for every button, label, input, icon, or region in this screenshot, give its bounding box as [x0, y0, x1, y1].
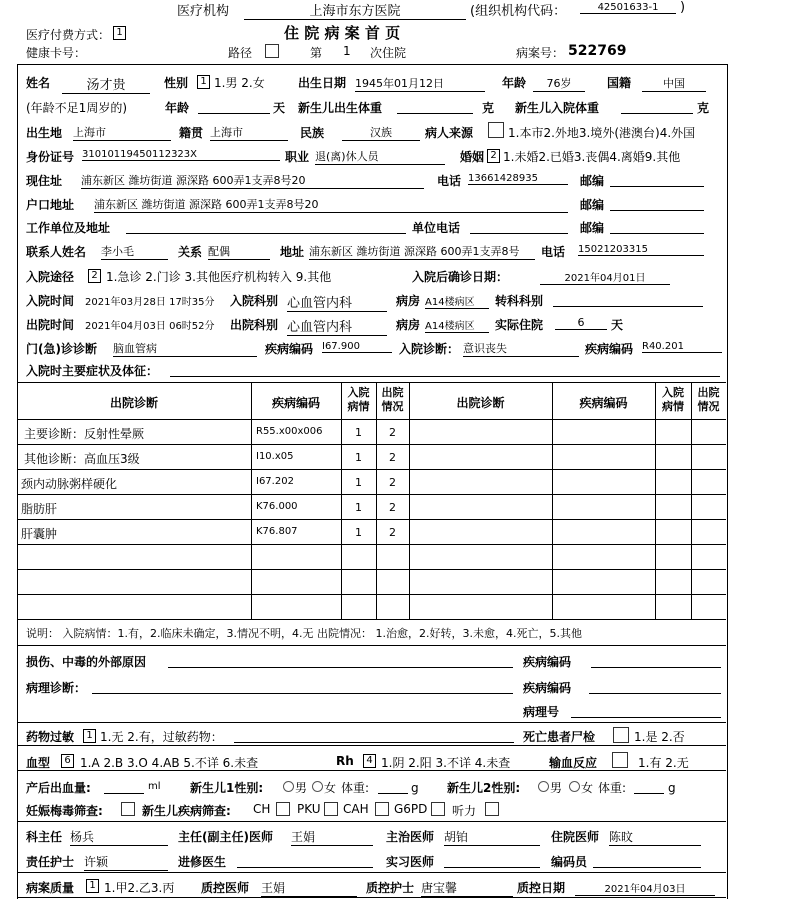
attending-label: 主治医师 — [386, 830, 435, 844]
allergy-drug-field[interactable] — [234, 728, 514, 743]
dob: 1945年01月12日 — [355, 75, 485, 92]
address-label: 现住址 — [26, 174, 63, 188]
contact-address: 浦东新区 潍坊街道 源深路 600弄1支弄8号 — [309, 243, 535, 260]
occupation-label: 职业 — [285, 150, 310, 164]
admit-code-label: 疾病编码 — [585, 342, 634, 356]
screen-pku-label: PKU — [297, 802, 321, 816]
allergy-label: 药物过敏 — [26, 730, 75, 744]
resident-label: 住院医师 — [551, 830, 600, 844]
age-label: 年龄 — [502, 76, 527, 90]
table-row-in: 1 — [355, 501, 362, 514]
contact-phone-label: 电话 — [541, 245, 566, 259]
ml-unit: ml — [148, 781, 161, 792]
quality-label: 病案质量 — [26, 881, 75, 895]
org-code: 42501633-1 — [580, 2, 676, 14]
route-label: 入院途径 — [26, 270, 75, 284]
nationality: 中国 — [642, 75, 706, 92]
newborn-admit-weight-label: 新生儿入院体重 — [515, 101, 600, 115]
occupation: 退(离)休人员 — [315, 148, 445, 165]
path-checkbox[interactable] — [265, 44, 279, 58]
nth-value: 1 — [343, 44, 351, 58]
infant-note: (年龄不足1周岁的) — [26, 101, 127, 115]
postcode-label: 邮编 — [580, 174, 605, 188]
source-options: 1.本市2.外地3.境外(港澳台)4.外国 — [508, 126, 696, 140]
name-label: 姓名 — [26, 76, 51, 90]
trainee-label: 进修医生 — [178, 855, 227, 869]
blood-label: 血型 — [26, 756, 51, 770]
intern-field[interactable] — [444, 853, 540, 868]
nb-screen-label: 新生儿疾病筛查: — [142, 804, 231, 818]
bleeding-label: 产后出血量: — [26, 781, 91, 795]
contact-name: 李小毛 — [101, 243, 168, 260]
transfusion-options: 1.有 2.无 — [638, 756, 689, 770]
gram-unit-2: 克 — [697, 101, 710, 115]
screen-hearing-label: 听力 — [452, 804, 477, 818]
qc-date-label: 质控日期 — [517, 881, 566, 895]
intern-label: 实习医师 — [386, 855, 435, 869]
col-header-in: 入院 病情 — [347, 386, 370, 413]
newborn-weight-field[interactable] — [397, 99, 473, 114]
nb1-female-radio[interactable] — [312, 781, 323, 792]
sex-value[interactable]: 1 — [197, 75, 210, 89]
screen-ch-checkbox[interactable] — [276, 802, 290, 816]
sex-options: 1.男 2.女 — [214, 76, 265, 90]
table-row-out: 2 — [389, 426, 396, 439]
day-unit: 天 — [273, 101, 286, 115]
sex-label: 性别 — [164, 76, 189, 90]
table-row-diag: 肝囊肿 — [21, 527, 58, 541]
nationality-label: 国籍 — [607, 76, 632, 90]
qc-nurse-label: 质控护士 — [366, 881, 415, 895]
ethnic-label: 民族 — [300, 126, 325, 140]
attending: 胡铂 — [444, 828, 540, 846]
nb1-female-label: 女 — [324, 781, 337, 795]
ward-label: 病房 — [396, 294, 421, 308]
screen-g6pd-label: G6PD — [394, 802, 428, 816]
org-label: 医疗机构 — [177, 4, 230, 19]
work-field[interactable] — [126, 219, 406, 234]
transfer-label: 转科科别 — [495, 294, 544, 308]
marital-options: 1.未婚2.已婚3.丧偶4.离婚9.其他 — [503, 150, 681, 164]
gram-unit: 克 — [482, 101, 495, 115]
postcode-field-3[interactable] — [610, 219, 704, 234]
nb1-male-radio[interactable] — [283, 781, 294, 792]
nb2-male-radio[interactable] — [538, 781, 549, 792]
address: 浦东新区 潍坊街道 源深路 600弄1支弄8号20 — [81, 172, 424, 189]
stay-label: 实际住院 — [495, 318, 544, 332]
table-note: 说明： 入院病情：1.有，2.临床未确定，3.情况不明，4.无 出院情况： 1.治愈，2.好转，3.未愈，4.死亡，5.其他 — [26, 627, 582, 640]
native-label: 籍贯 — [179, 126, 204, 140]
rh-options: 1.阴 2.阳 3.不详 4.未查 — [381, 756, 511, 770]
screen-cah-checkbox[interactable] — [375, 802, 389, 816]
transfusion-checkbox[interactable] — [612, 752, 628, 768]
nb2-female-radio[interactable] — [569, 781, 580, 792]
admit-time: 2021年03月28日 17时35分 — [85, 297, 215, 308]
table-row-code: I10.x05 — [256, 451, 294, 462]
outpatient-code-label: 疾病编码 — [265, 342, 314, 356]
rh-value[interactable]: 4 — [363, 754, 376, 768]
pathology-code-field[interactable] — [589, 679, 721, 694]
qc-date: 2021年04月03日 — [575, 880, 715, 896]
blood-value[interactable]: 6 — [61, 754, 74, 768]
birthplace: 上海市 — [73, 124, 171, 141]
table-row-diag: 其他诊断：高血压3级 — [24, 452, 140, 466]
injury-code-label: 疾病编码 — [523, 655, 572, 669]
pathology-code-label: 疾病编码 — [523, 681, 572, 695]
col-header-diag: 出院诊断 — [109, 396, 158, 410]
table-row-diag: 颈内动脉粥样硬化 — [21, 477, 118, 491]
screen-g6pd-checkbox[interactable] — [431, 802, 445, 816]
ethnic: 汉族 — [342, 124, 420, 141]
postcode-label-3: 邮编 — [580, 221, 605, 235]
blood-options: 1.A 2.B 3.O 4.AB 5.不详 6.未查 — [80, 756, 259, 770]
newborn-admit-weight-field[interactable] — [621, 99, 693, 114]
qc-doctor: 王娟 — [261, 879, 357, 897]
qc-nurse: 唐宝馨 — [421, 879, 513, 897]
col-header-out-2: 出院 情况 — [697, 386, 720, 413]
screen-ch-label: CH — [253, 802, 271, 816]
org-name: 上海市东方医院 — [244, 0, 466, 20]
autopsy-checkbox[interactable] — [613, 727, 629, 743]
route-value[interactable]: 2 — [88, 269, 101, 283]
table-row-code: K76.000 — [256, 501, 298, 512]
nth-suffix: 次住院 — [370, 46, 407, 60]
admit-diag: 意识丧失 — [463, 340, 579, 357]
nurse-label: 责任护士 — [26, 855, 75, 869]
work-label: 工作单位及地址 — [26, 221, 111, 235]
table-row-out: 2 — [389, 526, 396, 539]
page-title: 住 院 病 案 首 页 — [284, 24, 401, 42]
col-header-diag-2: 出院诊断 — [456, 396, 505, 410]
screen-pku-checkbox[interactable] — [324, 802, 338, 816]
g-unit-2: g — [668, 781, 676, 795]
ward: A14楼病区 — [425, 293, 489, 309]
hukou-label: 户口地址 — [26, 198, 75, 212]
record-no: 522769 — [568, 43, 627, 59]
table-row-out: 2 — [389, 451, 396, 464]
coder-label: 编码员 — [551, 855, 588, 869]
outpatient-diag-label: 门(急)诊诊断 — [26, 342, 97, 356]
admit-dept: 心血管内科 — [287, 292, 387, 312]
injury-field[interactable] — [168, 653, 513, 668]
dob-label: 出生日期 — [298, 76, 347, 90]
table-row-in: 1 — [355, 426, 362, 439]
org-code-label: (组织机构代码： — [470, 4, 567, 19]
contact-addr-label: 地址 — [280, 245, 305, 259]
admit-diag-label: 入院诊断： — [399, 342, 460, 356]
confirm-label: 入院后确诊日期： — [412, 270, 509, 284]
injury-code-field[interactable] — [591, 653, 721, 668]
contact-phone: 15021203315 — [578, 244, 704, 256]
transfusion-label: 输血反应 — [549, 756, 598, 770]
nb2-weight-label: 体重: — [598, 781, 627, 795]
table-row-in: 1 — [355, 451, 362, 464]
age: 76岁 — [533, 75, 585, 92]
native: 上海市 — [210, 124, 288, 141]
nurse: 许颖 — [84, 853, 168, 871]
admit-code: R40.201 — [642, 341, 722, 353]
autopsy-label: 死亡患者尸检 — [523, 730, 596, 744]
table-row-diag: 主要诊断：反射性晕厥 — [24, 427, 145, 441]
phone: 13661428935 — [468, 173, 568, 185]
table-row-in: 1 — [355, 476, 362, 489]
table-row-code: K76.807 — [256, 526, 298, 537]
table-row-diag: 脂肪肝 — [21, 502, 58, 516]
pathology-label: 病理诊断： — [26, 681, 87, 695]
admit-dept-label: 入院科别 — [230, 294, 279, 308]
record-no-label: 病案号： — [516, 46, 565, 60]
col-header-out: 出院 情况 — [381, 386, 404, 413]
qc-doctor-label: 质控医师 — [201, 881, 250, 895]
symptoms-label: 入院时主要症状及体征： — [26, 364, 159, 378]
screen-cah-label: CAH — [343, 802, 369, 816]
nth-label: 第 — [310, 46, 323, 60]
table-row-in: 1 — [355, 526, 362, 539]
postcode-field[interactable] — [610, 172, 704, 187]
payment-value[interactable]: 1 — [113, 26, 126, 40]
table-row-code: I67.202 — [256, 476, 294, 487]
birthplace-label: 出生地 — [26, 126, 63, 140]
pathology-no-label: 病理号 — [523, 705, 560, 719]
ward-2: A14楼病区 — [425, 317, 489, 333]
nb1-weight-label: 体重: — [341, 781, 370, 795]
source-label: 病人来源 — [425, 126, 474, 140]
syphilis-label: 妊娠梅毒筛查: — [26, 804, 103, 818]
id-number: 310101194501​12323X — [82, 149, 280, 161]
work-phone-label: 单位电话 — [412, 221, 461, 235]
relation: 配偶 — [208, 243, 270, 260]
path-label: 路径 — [228, 46, 253, 60]
stay-unit: 天 — [611, 318, 624, 332]
postcode-label-2: 邮编 — [580, 198, 605, 212]
patient-name: 汤才贵 — [62, 74, 150, 94]
coder-field[interactable] — [593, 853, 701, 868]
infant-age-label: 年龄 — [165, 101, 190, 115]
payment-label: 医疗付费方式： — [26, 28, 111, 42]
table-row-out: 2 — [389, 501, 396, 514]
nb2-male-label: 男 — [550, 781, 563, 795]
org-code-close: ) — [680, 0, 686, 15]
table-row-out: 2 — [389, 476, 396, 489]
chief: 王娟 — [291, 828, 373, 846]
phone-label: 电话 — [437, 174, 462, 188]
autopsy-options: 1.是 2.否 — [634, 730, 685, 744]
discharge-time-label: 出院时间 — [26, 318, 75, 332]
pathology-field[interactable] — [92, 679, 513, 694]
marital-value[interactable]: 2 — [487, 149, 500, 163]
allergy-value[interactable]: 1 — [83, 729, 96, 743]
table-row-code: R55.x00x006 — [256, 426, 323, 437]
id-label: 身份证号 — [26, 150, 75, 164]
source-checkbox[interactable] — [488, 122, 504, 138]
hukou-address: 浦东新区 潍坊街道 源深路 600弄1支弄8号20 — [94, 196, 568, 213]
discharge-time: 2021年04月03日 06时52分 — [85, 321, 215, 332]
nb1-weight-field[interactable] — [378, 779, 408, 794]
nb2-female-label: 女 — [581, 781, 594, 795]
screen-hearing-checkbox[interactable] — [485, 802, 499, 816]
resident: 陈旼 — [609, 828, 701, 846]
director: 杨兵 — [70, 828, 168, 846]
confirm-date: 2021年04月01日 — [540, 269, 670, 285]
col-header-in-2: 入院 病情 — [662, 386, 684, 413]
quality-value[interactable]: 1 — [86, 879, 99, 893]
chief-label: 主任(副主任)医师 — [178, 830, 273, 844]
symptoms-field[interactable] — [170, 362, 720, 377]
col-header-code: 疾病编码 — [271, 396, 320, 410]
outpatient-diag: 脑血管病 — [113, 340, 257, 357]
discharge-dept-label: 出院科别 — [230, 318, 279, 332]
injury-label: 损伤、中毒的外部原因 — [26, 655, 147, 669]
ward-label-2: 病房 — [396, 318, 421, 332]
nb1-male-label: 男 — [295, 781, 308, 795]
g-unit: g — [411, 781, 419, 795]
contact-label: 联系人姓名 — [26, 245, 87, 259]
transfer-field[interactable] — [553, 292, 703, 307]
col-header-code-2: 疾病编码 — [579, 396, 628, 410]
relation-label: 关系 — [178, 245, 203, 259]
marital-label: 婚姻 — [460, 150, 485, 164]
admit-time-label: 入院时间 — [26, 294, 75, 308]
outpatient-code: I67.900 — [322, 341, 392, 353]
nb2-weight-field[interactable] — [634, 779, 664, 794]
trainee-field[interactable] — [237, 853, 373, 868]
quality-options: 1.甲2.乙3.丙 — [104, 881, 175, 895]
stay-days: 6 — [555, 316, 607, 330]
infant-age-field[interactable] — [198, 99, 270, 114]
route-options: 1.急诊 2.门诊 3.其他医疗机构转入 9.其他 — [106, 270, 332, 284]
bleeding-field[interactable] — [104, 779, 144, 794]
director-label: 科主任 — [26, 830, 63, 844]
syphilis-checkbox[interactable] — [121, 802, 135, 816]
card-label: 健康卡号： — [26, 46, 87, 60]
pathology-no-field[interactable] — [571, 703, 721, 718]
work-phone-field[interactable] — [470, 219, 568, 234]
discharge-dept: 心血管内科 — [287, 316, 387, 336]
postcode-field-2[interactable] — [610, 196, 704, 211]
allergy-options: 1.无 2.有，过敏药物： — [100, 730, 223, 744]
nb2-sex-label: 新生儿2性别: — [447, 781, 521, 795]
nb1-sex-label: 新生儿1性别: — [190, 781, 264, 795]
newborn-weight-label: 新生儿出生体重 — [298, 101, 383, 115]
rh-label: Rh — [336, 754, 354, 768]
